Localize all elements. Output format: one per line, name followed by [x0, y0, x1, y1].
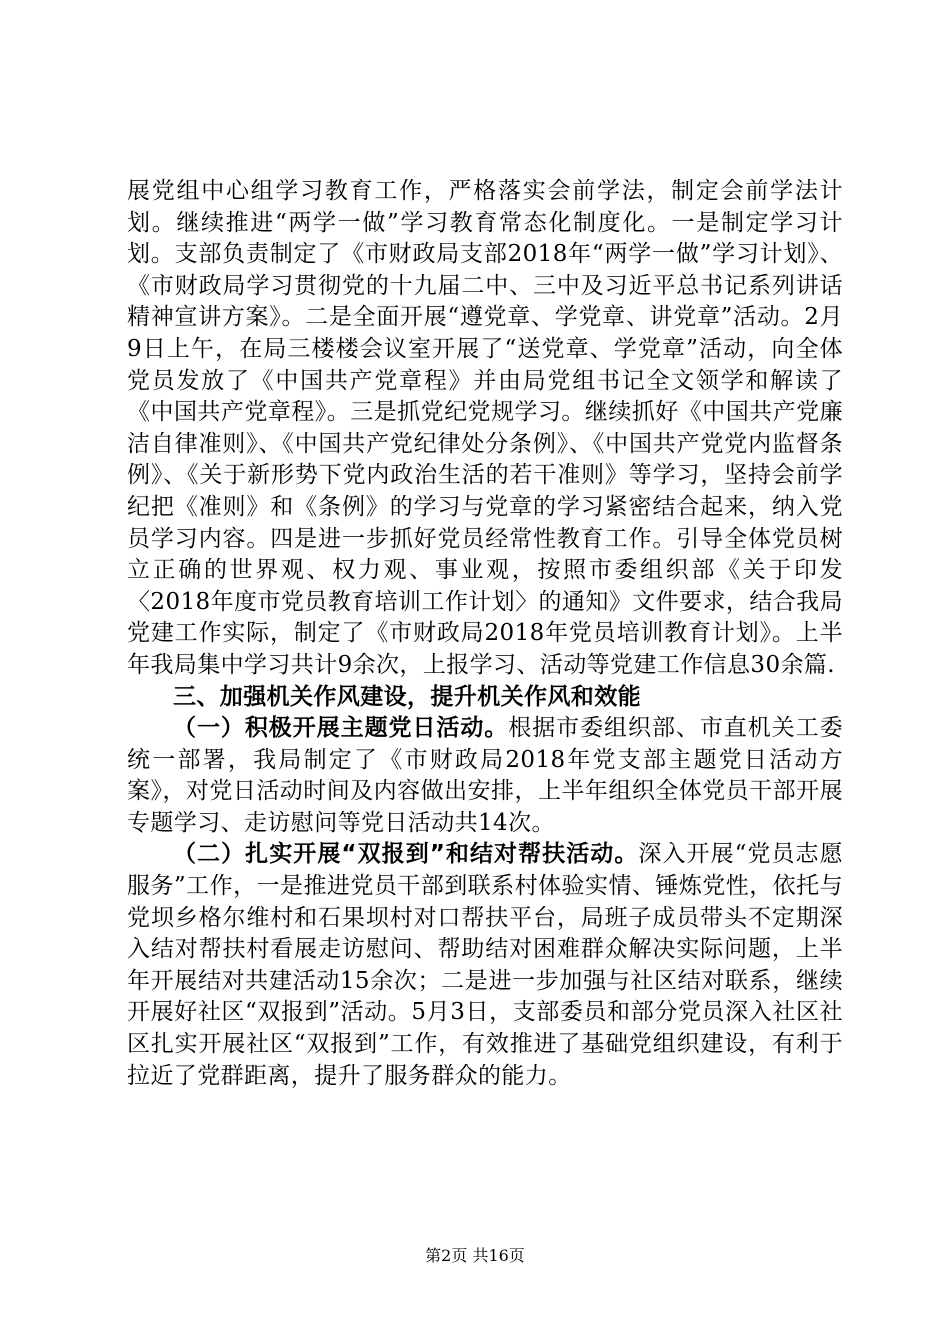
item-paragraph-1 [127, 713, 843, 839]
item-1-lead: （一）积极开展主题党日活动。 [173, 715, 509, 742]
section-heading: 三、加强机关作风建设，提升机关作风和效能 [173, 683, 641, 710]
document-body [127, 176, 843, 1092]
item-paragraph-2 [127, 839, 843, 1092]
item-2-text: 深入开展“党员志愿服务”工作，一是推进党员干部到联系村体验实情、锤炼党性，依托与党坝乡格尔维村和石果坝村对口帮扶平台，局班子成员带头不定期深入结对帮扶村看展走访慰问、帮助结对困难群众解决实际问题，上半年开展结对共建活动15余次；二是进一步加强与社区结对联系，继续开展好社区“双报到”活动。5月3日，支部委员和部分党员深入社区社区扎实开展社区“双报到”工作，有效推进了基础党组织建设，有利于拉近了党群距离，提升了服务群众的能力。 [127, 841, 844, 1089]
page-number-footer: 第2页 共16页 [425, 1246, 525, 1265]
item-2-lead: （二）扎实开展“双报到”和结对帮扶活动。 [173, 841, 639, 868]
continuation-paragraph: 展党组中心组学习教育工作，严格落实会前学法，制定会前学法计划。继续推进“两学一做”学习教育常态化制度化。一是制定学习计划。支部负责制定了《市财政局支部2018年“两学一做”学习计划》、《市财政局学习贯彻党的十九届二中、三中及习近平总书记系列讲话精神宣讲方案》。二是全面开展“遵党章、学党章、讲党章”活动。2月9日上午，在局三楼楼会议室开展了“送党章、学党章”活动，向全体党员发放了《中国共产党章程》并由局党组书记全文领学和解读了《中国共产党章程》。三是抓党纪党规学习。继续抓好《中国共产党廉洁自律准则》、《中国共产党纪律处分条例》、《中国共产党党内监督条例》、《关于新形势下党内政治生活的若干准则》等学习，坚持会前学纪把《准则》和《条例》的学习与党章的学习紧密结合起来，纳入党员学习内容。四是进一步抓好党员经常性教育工作。引导全体党员树立正确的世界观、权力观、事业观，按照市委组织部《关于印发〈2018年度市党员教育培训工作计划〉的通知》文件要求，结合我局党建工作实际，制定了《市财政局2018年党员培训教育计划》。上半年我局集中学习共计9余次，上报学习、活动等党建工作信息30余篇. [127, 178, 843, 678]
item-1-text: 根据市委组织部、市直机关工委统一部署，我局制定了《市财政局2018年党支部主题党日活动方案》，对党日活动时间及内容做出安排，上半年组织全体党员干部开展专题学习、走访慰问等党日活动共14次。 [127, 715, 843, 836]
